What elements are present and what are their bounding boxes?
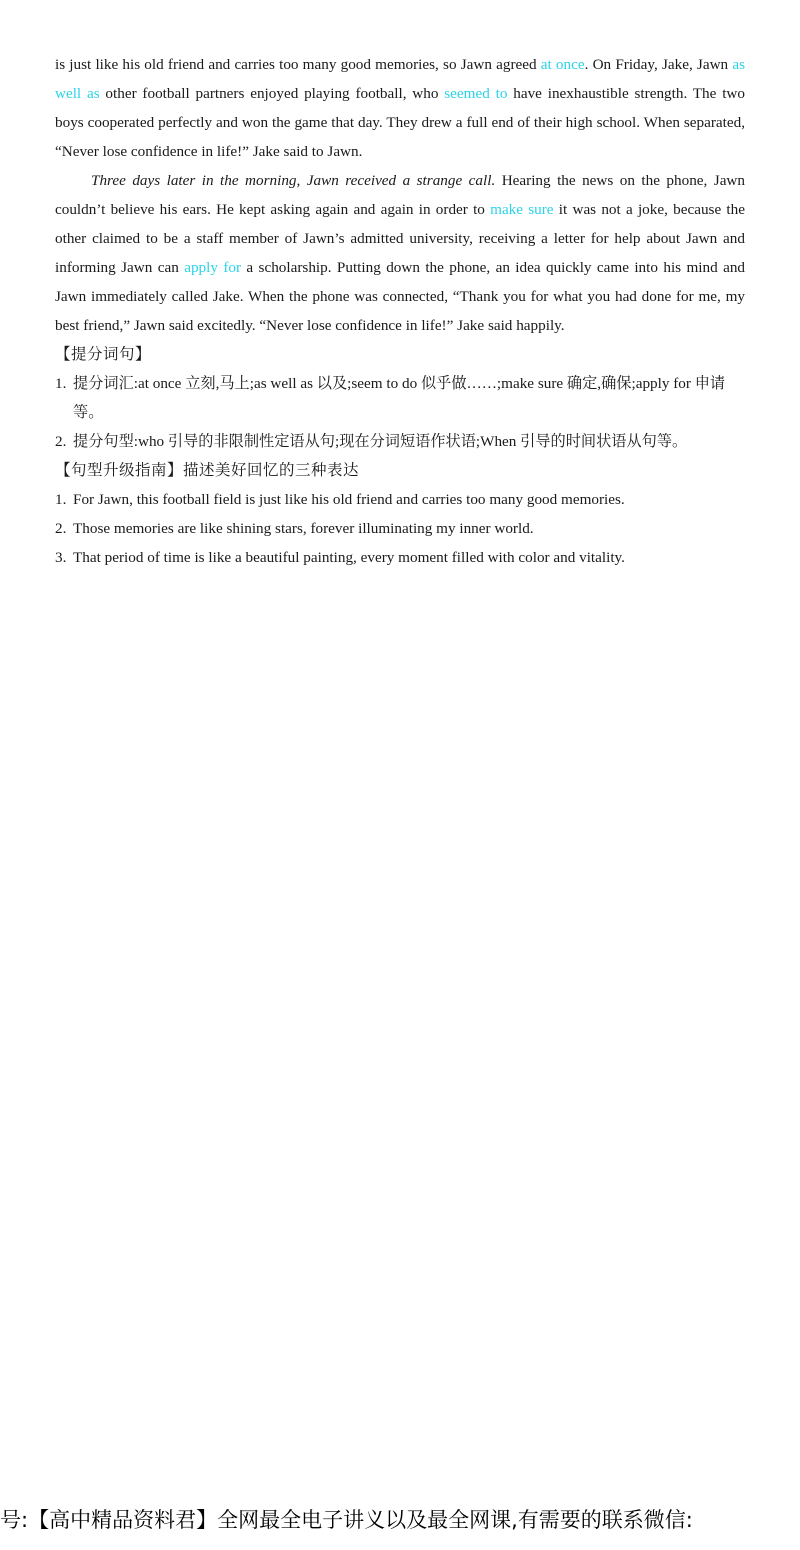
list-number: 2. — [55, 520, 67, 537]
list-number: 1. — [55, 375, 67, 392]
list-item-text: Those memories are like shining stars, forever illuminating my inner world. — [73, 520, 534, 537]
text-run: . On Friday, Jake, Jawn — [584, 56, 733, 73]
story-paragraph-1 — [55, 50, 745, 166]
list-item — [55, 369, 745, 427]
footer-banner — [0, 1502, 800, 1538]
text-run: Hearing the news on the phone, Jawn couldn’t believe his ears. He kept asking again and again in order to — [55, 172, 745, 218]
list-item — [55, 514, 745, 543]
list-item — [55, 543, 745, 572]
section-subheading: 描述美好回忆的三种表达 — [183, 461, 360, 479]
list-item-text: 提分词汇:at once 立刻,马上;as well as 以及;seem to do 似乎做……;make sure 确定,确保;apply for 申请等。 — [73, 375, 726, 421]
section-heading-sentence-upgrade — [55, 456, 745, 485]
list-item-text: 提分句型:who 引导的非限制性定语从句;现在分词短语作状语;When 引导的时间状语从句等。 — [73, 433, 688, 450]
highlighted-phrase: at once — [540, 56, 585, 73]
text-run: it was not a joke, because the other claimed to be a staff member of Jawn’s admitted university, receiving a letter for help about Jawn and informing Jawn can — [55, 201, 745, 276]
text-run: have inexhaustible strength. The two boys cooperated perfectly and won the game that day. They drew a full end of their high school. When separated, “Never lose confidence in life!” Jake said to Jawn. — [55, 85, 745, 160]
text-run: a scholarship. Putting down the phone, an idea quickly came into his mind and Jawn immediately called Jake. When the phone was connected, “Thank you for what you had done for me, my best friend,” Jawn said excitedly. “Never lose confidence in life!” Jake said happily. — [55, 259, 746, 334]
section-heading-text: 【句型升级指南】 — [55, 461, 184, 479]
section-heading-key-phrases — [55, 340, 745, 369]
section-heading-text: 【提分词句】 — [55, 345, 152, 363]
list-number: 1. — [55, 491, 67, 508]
text-run: is just like his old friend and carries too many good memories, so Jawn agreed — [55, 56, 541, 73]
story-paragraph-2 — [55, 166, 745, 340]
sentence-upgrade-list — [55, 485, 745, 572]
list-item — [55, 485, 745, 514]
list-item-text: For Jawn, this football field is just like his old friend and carries too many good memories. — [73, 491, 625, 508]
highlighted-phrase: make sure — [490, 201, 554, 218]
highlighted-phrase: as well as — [55, 56, 745, 102]
text-run: other football partners enjoyed playing football, who — [99, 85, 445, 102]
list-number: 3. — [55, 549, 67, 566]
footer-text: 号:【高中精品资料君】全网最全电子讲义以及最全网课,有需要的联系微信: — [0, 1508, 693, 1532]
key-phrases-list — [55, 369, 745, 456]
document-body — [55, 50, 745, 572]
italic-lead-sentence: Three days later in the morning, Jawn received a strange call. — [91, 172, 496, 189]
list-item — [55, 427, 745, 456]
highlighted-phrase: apply for — [184, 259, 242, 276]
list-item-text: That period of time is like a beautiful painting, every moment filled with color and vitality. — [73, 549, 625, 566]
highlighted-phrase: seemed to — [444, 85, 508, 102]
list-number: 2. — [55, 433, 67, 450]
